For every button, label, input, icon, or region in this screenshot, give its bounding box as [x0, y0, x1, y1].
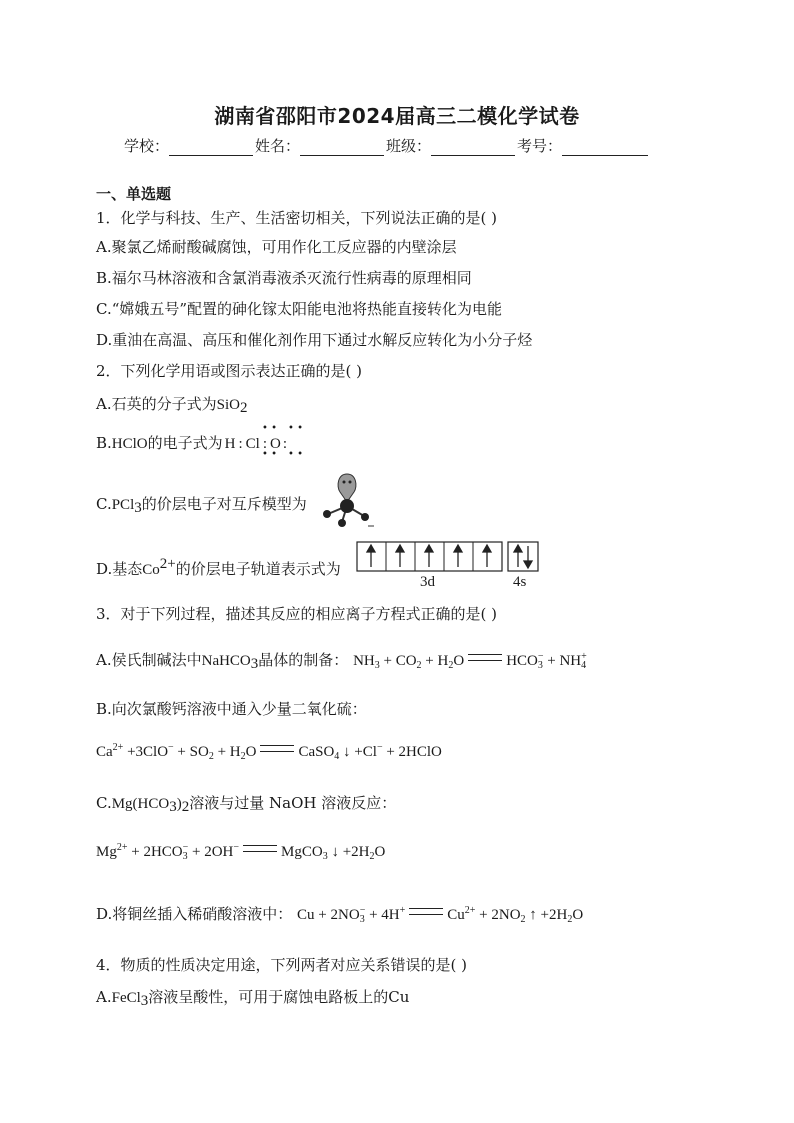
electron-dots-cl-top: • •: [262, 423, 277, 434]
school-blank[interactable]: [169, 139, 253, 156]
page-title: 湖南省邵阳市2024届高三二模化学试卷: [214, 104, 580, 128]
q2-option-a: A.石英的分子式为SiO$_2$: [96, 395, 248, 416]
q3-b-equation: $Ca^{2+} +3ClO^- + SO_2 + H_2O$ CaSO$_4$ ↓ +Cl− + 2HClO: [96, 742, 442, 762]
q3-option-c: $C.Mg(HCO_3)_2$溶液与过量 NaOH 溶液反应：: [96, 794, 397, 815]
q4-stem: 4．物质的性质决定用途，下列两者对应关系错误的是( ): [96, 956, 468, 974]
q2-stem: 2．下列化学用语或图示表达正确的是( ): [96, 362, 363, 380]
q4-option-a: A.FeCl$_3$溶液呈酸性，可用于腐蚀电路板上的Cu: [96, 988, 410, 1009]
q3-c-equation: $Mg^{2+} + 2HCO_3^- + 2OH^-$ MgCO$_3$ ↓ $+2H_2O$: [96, 842, 386, 862]
vsepr-model-diagram: [318, 470, 378, 530]
q1-option-d: D.重油在高温、高压和催化剂作用下通过水解反应转化为小分子烃: [96, 331, 533, 349]
q1-option-b: B.福尔马林溶液和含氯消毒液杀灭流行性病毒的原理相同: [96, 269, 472, 287]
q1-option-c: C.“嫦娥五号”配置的砷化镓太阳能电池将热能直接转化为电能: [96, 300, 503, 318]
q1-stem: 1．化学与科技、生产、生活密切相关，下列说法正确的是( ): [96, 209, 498, 227]
q1-option-a: A.聚氯乙烯耐酸碱腐蚀，可用作化工反应器的内壁涂层: [96, 238, 457, 256]
student-info-line: [124, 135, 650, 156]
q3-stem: 3．对于下列过程，描述其反应的相应离子方程式正确的是( ): [96, 605, 498, 623]
q3-option-d: D.将铜丝插入稀硝酸溶液中： $Cu + 2NO_3^- + 4H^+$ $Cu^{2+} + 2NO_2$ ↑ $+2H_2O$: [96, 905, 584, 925]
class-blank[interactable]: [431, 139, 515, 156]
q3-option-a: A.侯氏制碱法中NaHCO$_3$晶体的制备： $NH_3 + CO_2 + H_2O$ $HCO_3^- + NH_4^+$: [96, 651, 587, 672]
q2-option-c: C.PCl$_3$的价层电子对互斥模型为: [96, 495, 307, 516]
q2-option-d: D.基态$Co^{2+}$的价层电子轨道表示式为: [96, 556, 341, 578]
name-blank[interactable]: [300, 139, 384, 156]
orbital-label-3d: 3d: [420, 574, 435, 590]
electron-dots-o-bottom: • •: [288, 449, 303, 460]
q3-d-equation: $Cu + 2NO_3^- + 4H^+$ $Cu^{2+} + 2NO_2$ ↑ $+2H_2O$: [297, 905, 584, 925]
name-label: 姓名：: [255, 137, 301, 155]
orbital-label-4s: 4s: [513, 574, 527, 590]
electron-dots-o-top: • •: [288, 423, 303, 434]
q2-option-b: B.HClO的电子式为 H : Cl : O :: [96, 434, 288, 452]
q3-option-b: B.向次氯酸钙溶液中通入少量二氧化硫：: [96, 700, 367, 718]
number-label: 考号：: [517, 137, 563, 155]
school-label: 学校：: [124, 137, 170, 155]
electron-dots-cl-bottom: • •: [262, 449, 277, 460]
number-blank[interactable]: [562, 139, 648, 156]
q3-a-equation: $NH_3 + CO_2 + H_2O$ $HCO_3^- + NH_4^+$: [353, 651, 587, 671]
class-label: 班级：: [386, 137, 432, 155]
orbital-diagram: [356, 541, 542, 573]
section-heading: 一、单选题: [96, 185, 172, 203]
